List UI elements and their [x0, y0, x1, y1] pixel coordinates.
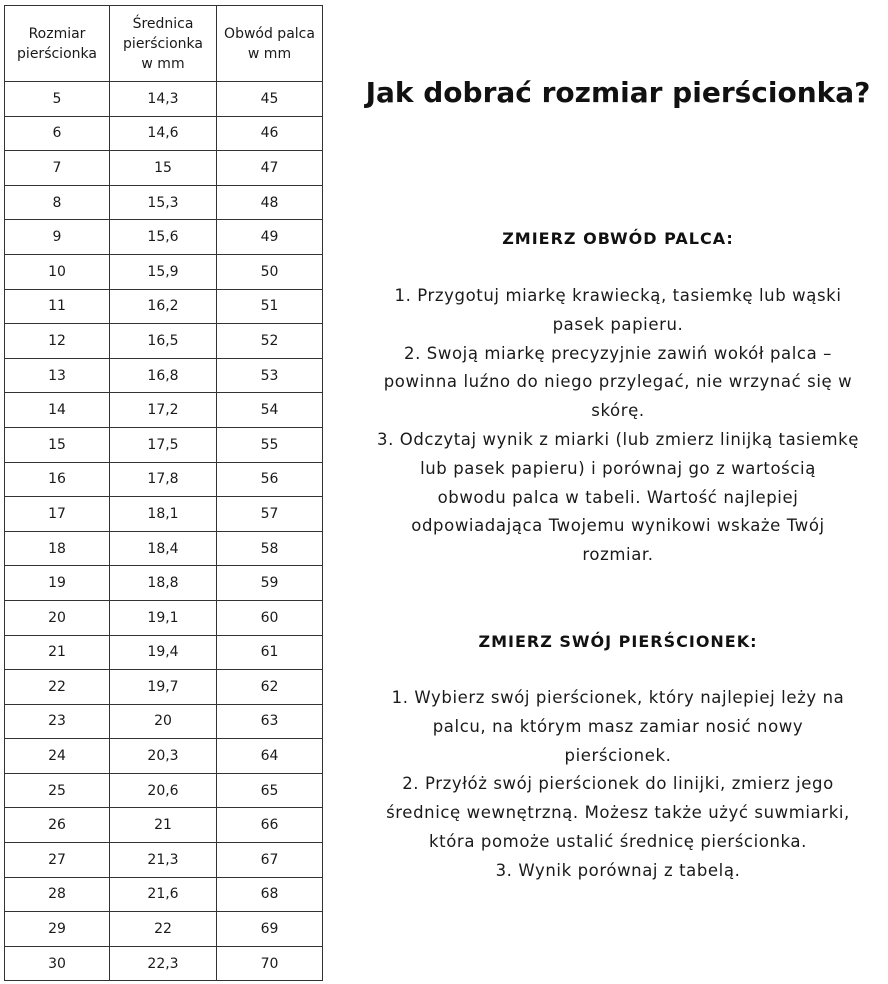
- cell-diameter-mm: 15,3: [110, 185, 217, 220]
- cell-ring-size: 16: [5, 462, 110, 497]
- instruction-line: 3. Odczytaj wynik z miarki (lub zmierz linijką tasiemkę: [376, 429, 860, 449]
- instruction-line: odpowiadająca Twojemu wynikowi wskaże Twój: [411, 516, 825, 536]
- cell-circumference-mm: 56: [217, 462, 323, 497]
- finger-section-heading: ZMIERZ OBWÓD PALCA:: [502, 229, 734, 248]
- cell-diameter-mm: 16,5: [110, 324, 217, 359]
- finger-instructions: [348, 282, 888, 570]
- cell-circumference-mm: 63: [217, 704, 323, 739]
- cell-circumference-mm: 65: [217, 773, 323, 808]
- header-line: pierścionka: [17, 45, 97, 62]
- cell-circumference-mm: 61: [217, 635, 323, 670]
- cell-diameter-mm: 15,6: [110, 220, 217, 255]
- cell-circumference-mm: 45: [217, 82, 323, 117]
- cell-ring-size: 9: [5, 220, 110, 255]
- cell-ring-size: 19: [5, 566, 110, 601]
- ring-size-table: [4, 5, 323, 981]
- table-row: [5, 82, 323, 117]
- cell-diameter-mm: 18,8: [110, 566, 217, 601]
- ring-section-heading: ZMIERZ SWÓJ PIERŚCIONEK:: [478, 632, 758, 651]
- cell-diameter-mm: 20: [110, 704, 217, 739]
- table-row: [5, 151, 323, 186]
- cell-diameter-mm: 20,6: [110, 773, 217, 808]
- table-row: [5, 808, 323, 843]
- cell-ring-size: 24: [5, 739, 110, 774]
- instruction-line: palcu, na którym masz zamiar nosić nowy: [432, 716, 804, 736]
- cell-diameter-mm: 15,9: [110, 254, 217, 289]
- table-row: [5, 393, 323, 428]
- cell-ring-size: 12: [5, 324, 110, 359]
- cell-diameter-mm: 21,3: [110, 843, 217, 878]
- table-row: [5, 531, 323, 566]
- instruction-line: powinna luźno do niego przylegać, nie wrzynać się w: [383, 372, 853, 392]
- cell-circumference-mm: 64: [217, 739, 323, 774]
- table-row: [5, 324, 323, 359]
- cell-diameter-mm: 17,5: [110, 427, 217, 462]
- table-header-row: [5, 6, 323, 82]
- table-row: [5, 600, 323, 635]
- table-body: [5, 82, 323, 981]
- instruction-line: 3. Wynik porównaj z tabelą.: [495, 860, 741, 880]
- table-row: [5, 877, 323, 912]
- header-finger-circumference: [217, 6, 323, 82]
- table-row: [5, 773, 323, 808]
- table-row: [5, 946, 323, 981]
- cell-ring-size: 6: [5, 116, 110, 151]
- instruction-line: rozmiar.: [582, 545, 654, 565]
- cell-circumference-mm: 60: [217, 600, 323, 635]
- cell-circumference-mm: 62: [217, 670, 323, 705]
- cell-diameter-mm: 14,3: [110, 82, 217, 117]
- cell-ring-size: 30: [5, 946, 110, 981]
- table-row: [5, 704, 323, 739]
- cell-ring-size: 28: [5, 877, 110, 912]
- cell-ring-size: 22: [5, 670, 110, 705]
- cell-diameter-mm: 19,4: [110, 635, 217, 670]
- header-line: w mm: [247, 45, 292, 62]
- header-line: Obwód palca: [224, 25, 315, 42]
- table-row: [5, 220, 323, 255]
- cell-ring-size: 21: [5, 635, 110, 670]
- cell-ring-size: 26: [5, 808, 110, 843]
- table-row: [5, 497, 323, 532]
- cell-circumference-mm: 54: [217, 393, 323, 428]
- ring-instructions: [348, 684, 888, 886]
- header-ring-diameter: [110, 6, 217, 82]
- instruction-line: która pomoże ustalić średnicę pierścionka.: [429, 831, 807, 851]
- cell-diameter-mm: 21,6: [110, 877, 217, 912]
- table-row: [5, 566, 323, 601]
- cell-circumference-mm: 67: [217, 843, 323, 878]
- table-row: [5, 912, 323, 947]
- table-row: [5, 670, 323, 705]
- table-row: [5, 427, 323, 462]
- instruction-line: pasek papieru.: [552, 314, 684, 334]
- cell-ring-size: 15: [5, 427, 110, 462]
- instruction-line: 1. Przygotuj miarkę krawiecką, tasiemkę lub wąski: [394, 286, 842, 305]
- cell-circumference-mm: 52: [217, 324, 323, 359]
- cell-circumference-mm: 48: [217, 185, 323, 220]
- instruction-line: 2. Przyłóż swój pierścionek do linijki, zmierz jego: [402, 774, 834, 794]
- header-line: Średnica: [132, 15, 194, 32]
- cell-circumference-mm: 69: [217, 912, 323, 947]
- cell-diameter-mm: 19,1: [110, 600, 217, 635]
- cell-circumference-mm: 51: [217, 289, 323, 324]
- cell-ring-size: 14: [5, 393, 110, 428]
- table-row: [5, 254, 323, 289]
- table-row: [5, 739, 323, 774]
- header-line: pierścionka: [123, 35, 203, 52]
- cell-ring-size: 5: [5, 82, 110, 117]
- cell-ring-size: 18: [5, 531, 110, 566]
- header-line: w mm: [141, 55, 185, 72]
- cell-circumference-mm: 59: [217, 566, 323, 601]
- cell-circumference-mm: 57: [217, 497, 323, 532]
- cell-ring-size: 20: [5, 600, 110, 635]
- cell-diameter-mm: 14,6: [110, 116, 217, 151]
- table-row: [5, 289, 323, 324]
- cell-diameter-mm: 22,3: [110, 946, 217, 981]
- cell-ring-size: 27: [5, 843, 110, 878]
- cell-circumference-mm: 46: [217, 116, 323, 151]
- cell-diameter-mm: 22: [110, 912, 217, 947]
- cell-circumference-mm: 49: [217, 220, 323, 255]
- cell-ring-size: 17: [5, 497, 110, 532]
- page-title: Jak dobrać rozmiar pierścionka?: [365, 76, 871, 109]
- cell-ring-size: 23: [5, 704, 110, 739]
- cell-diameter-mm: 21: [110, 808, 217, 843]
- cell-diameter-mm: 19,7: [110, 670, 217, 705]
- table-row: [5, 358, 323, 393]
- cell-circumference-mm: 58: [217, 531, 323, 566]
- cell-ring-size: 10: [5, 254, 110, 289]
- table-row: [5, 185, 323, 220]
- cell-circumference-mm: 50: [217, 254, 323, 289]
- cell-ring-size: 13: [5, 358, 110, 393]
- instruction-line: obwodu palca w tabeli. Wartość najlepiej: [437, 487, 799, 507]
- cell-ring-size: 11: [5, 289, 110, 324]
- table-row: [5, 635, 323, 670]
- cell-circumference-mm: 68: [217, 877, 323, 912]
- instruction-line: pierścionek.: [564, 745, 672, 765]
- instruction-line: skórę.: [591, 401, 645, 421]
- cell-diameter-mm: 16,2: [110, 289, 217, 324]
- header-line: Rozmiar: [28, 25, 86, 42]
- cell-circumference-mm: 53: [217, 358, 323, 393]
- table-row: [5, 843, 323, 878]
- cell-circumference-mm: 55: [217, 427, 323, 462]
- cell-ring-size: 25: [5, 773, 110, 808]
- cell-circumference-mm: 47: [217, 151, 323, 186]
- instruction-line: 1. Wybierz swój pierścionek, który najlepiej leży na: [391, 688, 845, 707]
- instruction-line: średnicę wewnętrzną. Możesz także użyć suwmiarki,: [386, 803, 850, 823]
- cell-ring-size: 8: [5, 185, 110, 220]
- cell-diameter-mm: 20,3: [110, 739, 217, 774]
- table-row: [5, 462, 323, 497]
- instruction-line: lub pasek papieru) i porównaj go z wartością: [420, 458, 816, 478]
- cell-ring-size: 29: [5, 912, 110, 947]
- cell-circumference-mm: 70: [217, 946, 323, 981]
- cell-diameter-mm: 18,1: [110, 497, 217, 532]
- cell-diameter-mm: 18,4: [110, 531, 217, 566]
- cell-ring-size: 7: [5, 151, 110, 186]
- cell-diameter-mm: 15: [110, 151, 217, 186]
- instruction-line: 2. Swoją miarkę precyzyjnie zawiń wokół palca –: [403, 343, 832, 363]
- table-row: [5, 116, 323, 151]
- cell-circumference-mm: 66: [217, 808, 323, 843]
- cell-diameter-mm: 17,2: [110, 393, 217, 428]
- cell-diameter-mm: 16,8: [110, 358, 217, 393]
- cell-diameter-mm: 17,8: [110, 462, 217, 497]
- header-ring-size: [5, 6, 110, 82]
